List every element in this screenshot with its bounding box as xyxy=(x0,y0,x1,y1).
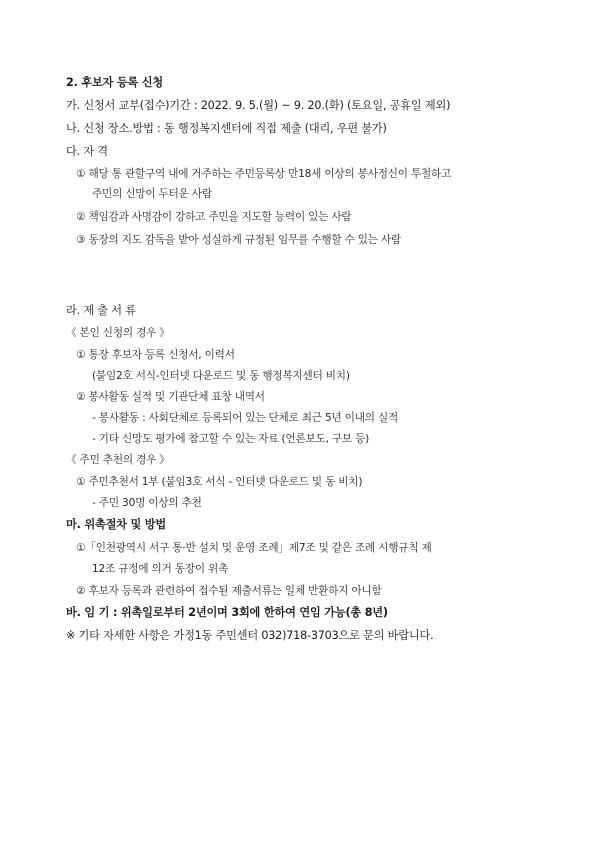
term-line: 바. 임 기 : 위촉일로부터 2년이며 3회에 한하여 연임 가능(총 8년) xyxy=(66,606,388,619)
document-2-volunteer: - 봉사활동 : 사회단체로 등록되어 있는 단체로 최근 5년 이내의 실적 xyxy=(92,412,399,424)
appointment-heading: 마. 위촉절차 및 방법 xyxy=(66,518,166,531)
qualification-1: ① 해당 통 관할구역 내에 거주하는 주민등록상 만18세 이상의 봉사정신이 투철하고 xyxy=(76,168,452,180)
application-period: 가. 신청서 교부(접수)기간 : 2022. 9. 5.(월) ~ 9. 20.(화) (토요일, 공휴일 제외) xyxy=(66,99,451,112)
qualification-3: ③ 동장의 지도 감독을 받아 성실하게 규정된 임무를 수행할 수 있는 사람 xyxy=(76,234,402,246)
qualification-1-cont: 주민의 신망이 두터운 사람 xyxy=(92,188,212,200)
document-2-other: - 기타 신망도 평가에 참고할 수 있는 자료 (언론보도, 구보 등) xyxy=(92,433,370,445)
resident-recommendation-heading: 《 주민 추천의 경우 》 xyxy=(66,454,170,466)
footnote: ※ 기타 자세한 사항은 가정1동 주민센터 032)718-3703으로 문의 바랍니다. xyxy=(66,629,434,642)
appointment-1-cont: 12조 규정에 의거 동장이 위촉 xyxy=(92,563,229,575)
resident-document-1-note: - 주민 30명 이상의 추천 xyxy=(92,497,202,509)
document-1: ① 통장 후보자 등록 신청서, 이력서 xyxy=(76,349,235,361)
self-application-heading: 《 본인 신청의 경우 》 xyxy=(66,327,170,339)
qualification-heading: 다. 자 격 xyxy=(66,145,108,158)
documents-heading: 라. 제 출 서 류 xyxy=(66,304,136,317)
qualification-2: ② 책임감과 사명감이 강하고 주민을 지도할 능력이 있는 사람 xyxy=(76,211,352,223)
resident-document-1: ① 주민추천서 1부 (붙임3호 서식 - 인터넷 다운로드 및 동 비치) xyxy=(76,476,363,488)
appointment-2: ② 후보자 등록과 관련하여 접수된 제출서류는 일체 반환하지 아니함 xyxy=(76,585,382,597)
document-1-note: (붙임2호 서식-인터넷 다운로드 및 동 행정복지센터 비치) xyxy=(92,370,350,382)
document-2: ② 봉사활동 실적 및 기관단체 표창 내역서 xyxy=(76,391,265,403)
appointment-1: ①「인천광역시 서구 통·반 설치 및 운영 조례」제7조 및 같은 조례 시행규칙 제 xyxy=(76,542,432,554)
application-place-method: 나. 신청 장소.방법 : 동 행정복지센터에 직접 제출 (대리, 우편 불가) xyxy=(66,122,387,135)
section-2-title: 2. 후보자 등록 신청 xyxy=(66,76,163,89)
